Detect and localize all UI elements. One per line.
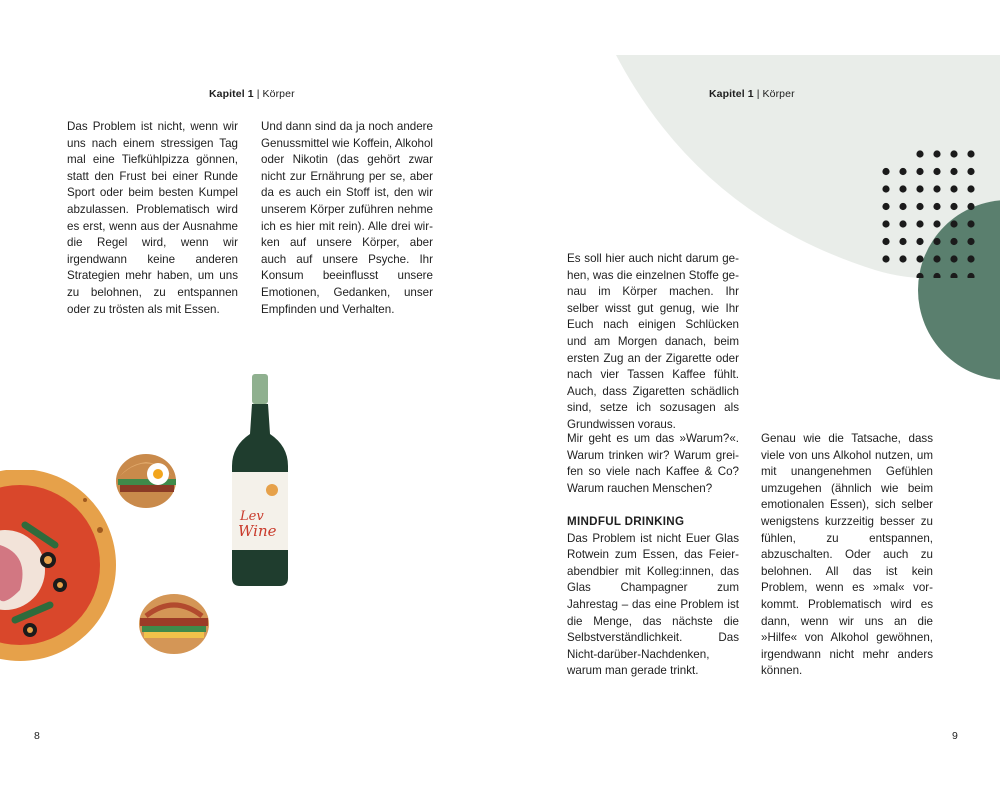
section-heading: MINDFUL DRINKING — [567, 514, 685, 528]
dot — [967, 168, 974, 175]
dot — [950, 203, 957, 210]
bottle-label-script: Lev — [240, 509, 264, 524]
dot — [950, 150, 957, 157]
dot — [899, 238, 906, 245]
dot — [950, 220, 957, 227]
dot — [916, 203, 923, 210]
paragraph: Und dann sind da ja noch andere Genussmittel wie Koffein, Alkohol oder Nikotin (das gehört zwar nicht zur Ernährung per se, aber da es auch ein Stoff ist, den wir unserem Körper zuführen nehme ich es hier mit rein). Alle drei wirken auf unsere Körper, aber auch auf unsere Psyche. Ihr Konsum beeinflusst unsere Emotionen, Gedanken, unser Empfinden und Verhalten. — [261, 120, 433, 316]
header-separator: | — [753, 88, 763, 100]
dot — [916, 185, 923, 192]
page-number: 9 — [952, 730, 958, 742]
running-header — [709, 88, 795, 100]
bacon-burger-illustration — [136, 588, 214, 660]
dot — [933, 238, 940, 245]
dot — [882, 238, 889, 245]
dot — [933, 168, 940, 175]
dot — [967, 203, 974, 210]
text-column-2 — [761, 431, 933, 680]
paragraph: Das Problem ist nicht, wenn wir uns nach einem stressigen Tag mal eine Tiefkühlpizza gönnen, statt den Frust bei einer Runde Sport oder beim besten Kumpel abzulassen. Problematisch wird es erst, wenn aus der Ausnahme die Regel wird, wenn wir irgendwann keine anderen Strategien mehr haben, um uns zu belohnen, zu entspannen oder zu trösten als mit Essen. — [67, 120, 238, 316]
dot — [899, 220, 906, 227]
dot — [916, 273, 923, 278]
dot — [933, 255, 940, 262]
dot — [967, 150, 974, 157]
dot — [916, 150, 923, 157]
paragraph: Es soll hier auch nicht darum gehen, was die einzelnen Stoffe genau im Körper machen. Ihr selber wisst gut genug, wie Ihr Euch nach einigen Schlücken und am Morgen danach, beim ersten Zug an der Zigarette oder nach vier Tassen Kaffee fühlt. Auch, dass Zigaretten schädlich sind, setze ich sozusagen als Grundwissen voraus. — [567, 252, 739, 431]
dot — [882, 185, 889, 192]
pizza-illustration — [0, 470, 120, 670]
dot — [950, 255, 957, 262]
dot — [933, 150, 940, 157]
intro-column — [567, 251, 739, 434]
running-header — [209, 88, 295, 100]
dot — [899, 203, 906, 210]
dot — [899, 168, 906, 175]
dot — [899, 185, 906, 192]
burger-illustration — [112, 446, 182, 516]
decorative-dot-grid — [878, 148, 978, 278]
text-column-1 — [567, 431, 739, 680]
dot — [916, 220, 923, 227]
section-label: Körper — [262, 88, 295, 100]
dot — [950, 168, 957, 175]
dot — [967, 255, 974, 262]
header-separator: | — [253, 88, 263, 100]
chapter-label: Kapitel 1 — [709, 88, 754, 100]
dot — [967, 238, 974, 245]
chapter-label: Kapitel 1 — [209, 88, 254, 100]
dot — [967, 185, 974, 192]
wine-bottle-illustration — [228, 374, 292, 588]
dot — [882, 168, 889, 175]
page-number: 8 — [34, 730, 40, 742]
paragraph: Mir geht es um das »Warum?«. Warum trinken wir? Warum greifen so viele nach Kaffee & Co? Warum rauchen Menschen? — [567, 432, 739, 495]
dot — [933, 203, 940, 210]
dot — [950, 238, 957, 245]
dot — [967, 273, 974, 278]
section-label: Körper — [762, 88, 795, 100]
dot — [933, 273, 940, 278]
text-column-1 — [67, 119, 238, 318]
dot — [882, 203, 889, 210]
bottle-label: Wine — [238, 522, 277, 540]
dot — [967, 220, 974, 227]
paragraph: Das Problem ist nicht Euer Glas Rotwein zum Essen, das Feierabendbier mit Kolleg:innen, das Glas Champagner zum Jahrestag – das eine Problem ist die Menge, das nächste die Selbstverständlichkeit. Das Nicht-darüber-Nachdenken, warum man gerade trinkt. — [567, 531, 739, 678]
dot — [950, 273, 957, 278]
dot — [950, 185, 957, 192]
dot — [882, 255, 889, 262]
dot — [916, 238, 923, 245]
right-page — [500, 0, 1000, 800]
dot — [882, 220, 889, 227]
dot — [933, 220, 940, 227]
dot — [916, 168, 923, 175]
dot — [899, 255, 906, 262]
paragraph: Genau wie die Tatsache, dass viele von uns Alkohol nutzen, um mit unangenehmen Gefühlen umzugehen (ähnlich wie beim emotionalen Essen), sich selber wenigstens kurzzeitig besser zu fühlen, zu entspannen, abzuschalten. Oder auch zu belohnen. All das ist kein Problem, wenn es »mal« vorkommt. Problematisch wird es dann, wenn wir uns an die »Hilfe« von Alkohol gewöhnen, irgendwann nicht mehr anders können. — [761, 432, 933, 678]
text-column-2 — [261, 119, 433, 318]
dot — [933, 185, 940, 192]
dot — [916, 255, 923, 262]
